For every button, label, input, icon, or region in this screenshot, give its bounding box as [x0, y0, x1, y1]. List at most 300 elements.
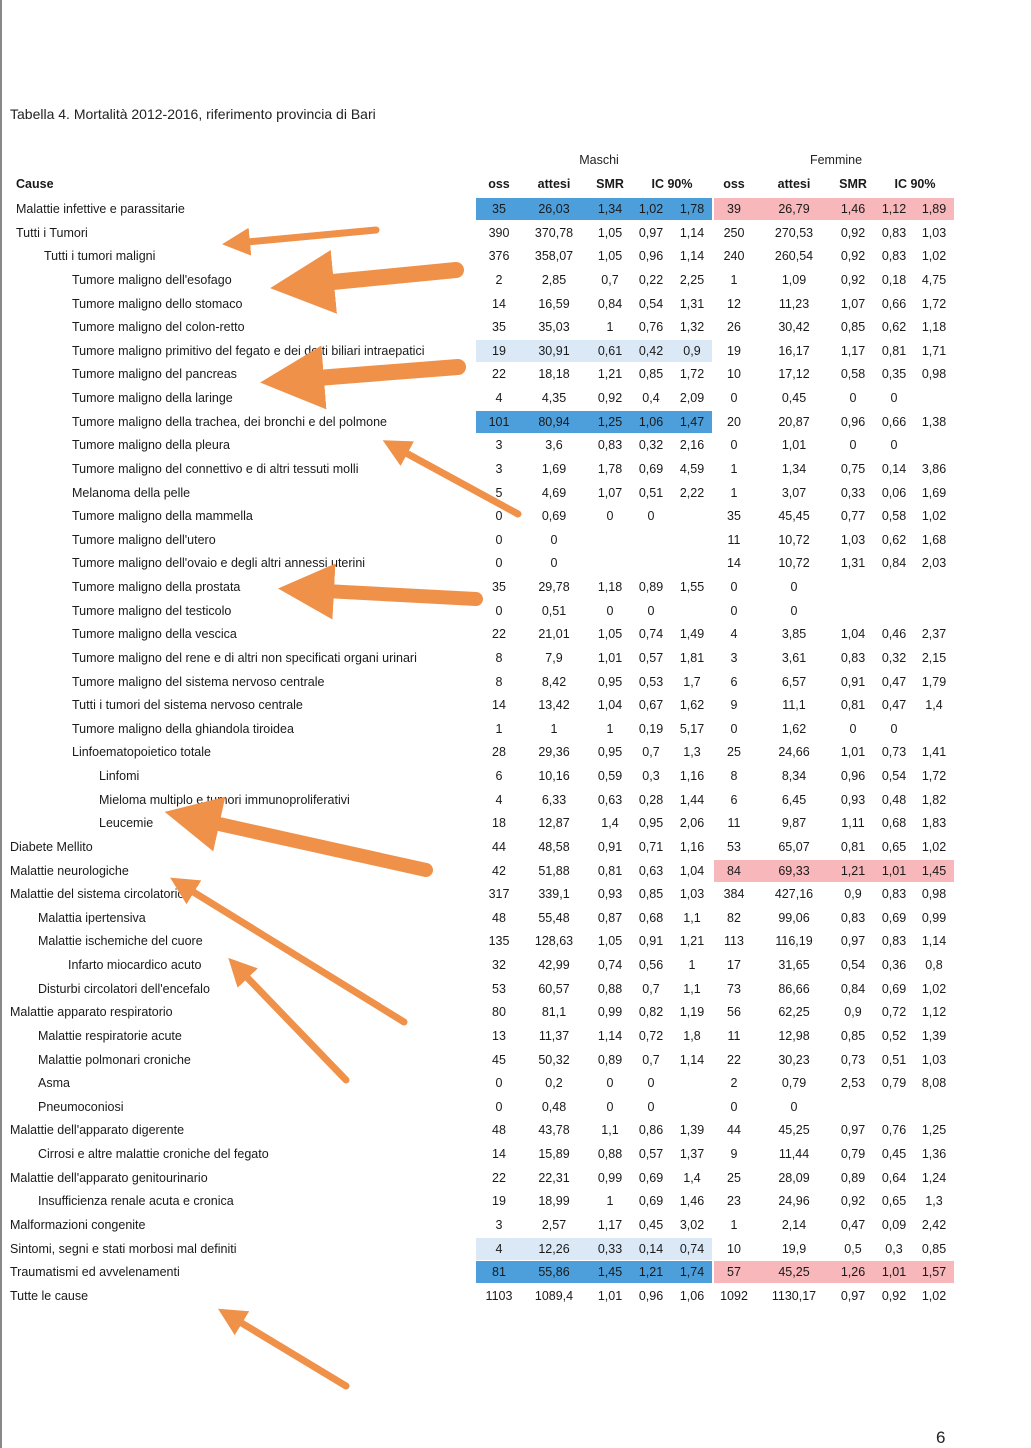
femmine-ic-high: 1,39: [921, 1028, 947, 1043]
femmine-smr: 0,54: [840, 958, 866, 972]
maschi-ic-high: [672, 530, 712, 550]
femmine-ic-high: 1,12: [921, 1005, 947, 1020]
maschi-attesi: 2,85: [541, 272, 567, 287]
maschi-attesi: 21,01: [538, 627, 570, 642]
cause-name: Tutti i Tumori: [16, 225, 88, 240]
femmine-attesi: 24,96: [778, 1194, 810, 1209]
femmine-oss: 25: [727, 745, 741, 760]
femmine-oss: 26: [727, 320, 741, 335]
femmine-smr: 0,92: [840, 249, 866, 264]
femmine-smr: 0,73: [840, 1052, 866, 1067]
maschi-oss: 5: [495, 485, 503, 500]
femmine-ic-high: 2,03: [921, 556, 947, 571]
femmine-ic-high: [914, 1097, 954, 1117]
femmine-ic-low: 0,47: [881, 674, 907, 689]
femmine-oss: 19: [727, 343, 741, 358]
maschi-ic-high: 1,14: [679, 249, 705, 264]
maschi-smr: 0,99: [597, 1170, 623, 1185]
femmine-ic-high: 0,98: [921, 367, 947, 382]
maschi-ic-low: [632, 553, 670, 573]
cause-name: Malattie polmonari croniche: [38, 1052, 191, 1067]
maschi-attesi: 7,9: [545, 650, 563, 665]
femmine-oss: 84: [727, 863, 741, 878]
cause-name: Linfomi: [99, 769, 140, 783]
femmine-ic-low: 0,62: [881, 320, 907, 335]
femmine-ic-low: 0,83: [881, 934, 907, 949]
maschi-ic-low: 0,71: [638, 839, 664, 854]
cause-name: Malattie dell'apparato digerente: [10, 1123, 185, 1138]
maschi-smr: 1,21: [597, 367, 623, 382]
femmine-smr: 0,96: [840, 769, 866, 783]
femmine-attesi: 45,25: [778, 1265, 810, 1280]
col-header-attesi-m: attesi: [537, 177, 571, 191]
maschi-attesi: 6,33: [541, 792, 567, 807]
femmine-smr: 0,5: [844, 1241, 862, 1256]
maschi-oss: 135: [488, 934, 510, 949]
maschi-ic-low: 0,32: [638, 438, 664, 453]
femmine-smr: 1,03: [840, 532, 866, 547]
femmine-ic-high: 1,36: [921, 1147, 947, 1161]
maschi-attesi: 358,07: [534, 249, 574, 264]
maschi-ic-high: 3,02: [679, 1217, 705, 1232]
maschi-smr: 1,01: [597, 650, 623, 665]
cause-name: Sintomi, segni e stati morbosi mal definiti: [10, 1241, 237, 1256]
femmine-oss: 23: [727, 1194, 741, 1209]
maschi-smr: 0,92: [597, 391, 623, 405]
maschi-smr: 1,4: [601, 816, 619, 831]
table-row: [0, 386, 1031, 410]
maschi-attesi: 1,69: [541, 461, 567, 476]
maschi-ic-high: 1,8: [683, 1028, 701, 1043]
maschi-ic-low: 0,3: [642, 769, 660, 783]
femmine-smr: 0,97: [840, 1288, 866, 1303]
maschi-ic-high: 1,1: [683, 981, 701, 996]
femmine-oss: 82: [727, 910, 741, 925]
maschi-attesi: 0,69: [541, 509, 567, 524]
cause-name: Linfoematopoietico totale: [72, 745, 211, 760]
femmine-attesi: 260,54: [774, 249, 814, 264]
maschi-oss: 317: [488, 887, 510, 902]
cause-name: Tumore maligno primitivo del fegato e dei dotti biliari intraepatici: [72, 343, 425, 358]
cause-name: Tutti i tumori maligni: [44, 249, 156, 264]
femmine-ic-high: 1,02: [921, 509, 947, 524]
table-row: [0, 1071, 1031, 1095]
page-number: 6: [936, 1428, 946, 1447]
col-header-attesi-f: attesi: [777, 177, 811, 191]
maschi-smr: 1,01: [597, 1288, 623, 1303]
cause-name: Tumore maligno della laringe: [72, 391, 233, 405]
femmine-oss: 1: [730, 461, 738, 476]
femmine-attesi: 6,45: [781, 792, 807, 807]
femmine-ic-low: 1,12: [881, 202, 907, 216]
maschi-attesi: 0: [550, 532, 558, 547]
maschi-smr: 0,74: [597, 958, 623, 972]
maschi-oss: 14: [492, 1147, 506, 1161]
femmine-oss: 8: [730, 769, 738, 783]
maschi-smr: 0,84: [597, 296, 623, 311]
femmine-ic-low: 0,66: [881, 414, 907, 429]
femmine-attesi: 270,53: [774, 225, 814, 240]
maschi-ic-low: 0,51: [638, 485, 664, 500]
femmine-smr: 0,9: [844, 887, 862, 902]
femmine-oss: 12: [727, 296, 741, 311]
femmine-smr: 1,31: [840, 556, 866, 571]
cause-name: Tumore maligno della vescica: [72, 627, 237, 642]
table-row: [0, 292, 1031, 316]
femmine-smr: 0,77: [840, 509, 866, 524]
table-row: [0, 528, 1031, 552]
table-row: [0, 1095, 1031, 1119]
maschi-oss: 14: [492, 698, 506, 713]
femmine-ic-low: 0,68: [881, 816, 907, 831]
femmine-oss: 1: [730, 272, 738, 287]
maschi-ic-low: 0,69: [638, 1170, 664, 1185]
femmine-ic-low: 0,09: [881, 1217, 907, 1232]
maschi-ic-low: 0: [647, 603, 655, 618]
maschi-ic-low: 1,06: [638, 414, 664, 429]
femmine-ic-high: 1,25: [921, 1123, 947, 1138]
femmine-smr: 1,11: [841, 816, 865, 831]
femmine-oss: 56: [727, 1005, 741, 1020]
cause-name: Tumore maligno dell'esofago: [72, 272, 232, 287]
maschi-smr: 1: [606, 721, 614, 736]
femmine-attesi: 1,01: [781, 438, 807, 453]
table-row: [0, 504, 1031, 528]
maschi-attesi: 29,78: [538, 580, 570, 594]
femmine-smr: 0,91: [840, 674, 866, 689]
femmine-smr: 0,84: [840, 981, 866, 996]
femmine-smr: 0,92: [840, 272, 866, 287]
femmine-attesi: 0: [790, 603, 798, 618]
femmine-oss: 17: [727, 958, 741, 972]
maschi-oss: 19: [492, 343, 506, 358]
table-row: [0, 197, 1031, 221]
group-header-maschi: Maschi: [579, 153, 619, 167]
femmine-ic-low: 0,45: [881, 1147, 907, 1161]
femmine-ic-high: 4,75: [921, 272, 947, 287]
maschi-smr: 1,34: [597, 202, 623, 216]
femmine-smr: 0,96: [840, 414, 866, 429]
table-row: [0, 1000, 1031, 1024]
femmine-ic-high: 1,02: [921, 981, 947, 996]
maschi-ic-high: 1,4: [683, 1170, 701, 1185]
femmine-ic-high: 1,83: [921, 816, 947, 831]
femmine-ic-low: [876, 601, 912, 621]
maschi-smr: 1: [606, 1194, 614, 1209]
table-row: [0, 339, 1031, 363]
maschi-ic-low: 1,21: [638, 1265, 664, 1280]
col-header-smr-f: SMR: [839, 177, 867, 191]
cause-name: Malattie dell'apparato genitourinario: [10, 1170, 208, 1185]
femmine-ic-low: 0,79: [881, 1076, 907, 1091]
cause-name: Tumore maligno della ghiandola tiroidea: [72, 721, 294, 736]
femmine-smr: 1,17: [840, 343, 866, 358]
femmine-smr: 0,97: [840, 934, 866, 949]
maschi-smr: 0,88: [597, 981, 623, 996]
femmine-oss: 25: [727, 1170, 741, 1185]
maschi-oss: 3: [495, 1217, 503, 1232]
cause-name: Mieloma multiplo e tumori immunoproliferativi: [99, 792, 350, 807]
maschi-ic-low: 0,85: [638, 887, 664, 902]
femmine-oss: 39: [727, 202, 741, 216]
cause-name: Tumore maligno del sistema nervoso centrale: [72, 674, 325, 689]
maschi-attesi: 12,87: [538, 816, 570, 831]
femmine-ic-high: 1,14: [921, 934, 947, 949]
femmine-smr: 1,04: [840, 627, 866, 642]
maschi-ic-high: 1,47: [679, 414, 705, 429]
femmine-ic-low: 0,73: [881, 745, 907, 760]
maschi-ic-low: 0,14: [638, 1241, 664, 1256]
table-row: [0, 362, 1031, 386]
maschi-ic-high: [672, 601, 712, 621]
femmine-ic-high: 1,41: [921, 745, 947, 760]
maschi-attesi: 48,58: [538, 839, 570, 854]
femmine-ic-low: 0,65: [881, 839, 907, 854]
maschi-attesi: 8,42: [541, 674, 567, 689]
femmine-attesi: 3,85: [781, 627, 807, 642]
table-row: [0, 268, 1031, 292]
femmine-ic-high: [914, 601, 954, 621]
maschi-attesi: 3,6: [545, 438, 563, 453]
maschi-smr: 0: [606, 603, 614, 618]
cause-name: Malformazioni congenite: [10, 1217, 146, 1232]
cause-name: Tumore maligno del connettivo e di altri tessuti molli: [72, 461, 359, 476]
maschi-ic-high: [672, 553, 712, 573]
femmine-oss: 22: [727, 1052, 741, 1067]
cause-name: Infarto miocardico acuto: [68, 958, 202, 972]
femmine-ic-low: 0,76: [881, 1123, 907, 1138]
maschi-attesi: 0: [550, 556, 558, 571]
maschi-ic-high: 1,49: [679, 627, 705, 642]
maschi-oss: 45: [492, 1052, 506, 1067]
femmine-smr: 1,26: [840, 1265, 866, 1280]
femmine-ic-low: 0,69: [881, 981, 907, 996]
table-row: [0, 1260, 1031, 1284]
femmine-ic-high: 1,79: [921, 674, 947, 689]
femmine-attesi: 2,14: [781, 1217, 807, 1232]
maschi-smr: 1,07: [597, 485, 623, 500]
maschi-attesi: 30,91: [538, 343, 570, 358]
femmine-attesi: 26,79: [778, 202, 810, 216]
maschi-ic-high: 2,06: [679, 816, 705, 831]
femmine-oss: 6: [730, 792, 738, 807]
maschi-attesi: 4,69: [541, 485, 567, 500]
femmine-ic-low: 0,54: [881, 769, 907, 783]
femmine-smr: 0,85: [840, 1028, 866, 1043]
maschi-ic-high: 1: [688, 958, 696, 972]
femmine-ic-low: 0: [890, 391, 898, 405]
table-row: [0, 740, 1031, 764]
maschi-smr: 0,95: [597, 745, 623, 760]
femmine-attesi: 31,65: [778, 958, 810, 972]
maschi-smr: 1: [606, 320, 614, 335]
femmine-oss: 2: [730, 1076, 738, 1091]
maschi-smr: 0,95: [597, 674, 623, 689]
table-row: [0, 1189, 1031, 1213]
femmine-ic-low: 0,06: [881, 485, 907, 500]
maschi-ic-high: 1,72: [679, 367, 705, 382]
femmine-oss: 53: [727, 839, 741, 854]
femmine-smr: 2,53: [840, 1076, 866, 1091]
femmine-smr: 0,58: [840, 367, 866, 382]
femmine-attesi: 0: [790, 1099, 798, 1114]
femmine-smr: 0,9: [844, 1005, 862, 1020]
femmine-ic-high: 1,03: [921, 225, 947, 240]
femmine-ic-high: 8,08: [921, 1076, 947, 1091]
maschi-ic-low: 0,7: [642, 981, 660, 996]
maschi-ic-low: 0,56: [638, 958, 664, 972]
maschi-oss: 32: [492, 958, 506, 972]
femmine-oss: 11: [727, 816, 741, 831]
maschi-ic-high: 2,16: [679, 438, 705, 453]
maschi-oss: 80: [492, 1005, 506, 1020]
maschi-ic-high: 1,46: [679, 1194, 705, 1209]
femmine-oss: 0: [730, 438, 738, 453]
cause-name: Tumore maligno della mammella: [72, 509, 253, 524]
maschi-ic-high: [672, 1097, 712, 1117]
femmine-ic-low: 0,58: [881, 509, 907, 524]
maschi-ic-high: 1,14: [679, 1052, 705, 1067]
maschi-smr: 0,61: [597, 343, 623, 358]
femmine-smr: 0,47: [840, 1217, 866, 1232]
cause-name: Asma: [38, 1076, 70, 1091]
femmine-attesi: 1,62: [781, 721, 807, 736]
maschi-oss: 81: [492, 1265, 506, 1280]
femmine-ic-high: 0,8: [925, 958, 943, 972]
femmine-ic-low: 0,72: [881, 1005, 907, 1020]
femmine-attesi: 8,34: [781, 769, 807, 783]
maschi-oss: 35: [492, 202, 506, 216]
maschi-oss: 18: [492, 816, 506, 831]
femmine-attesi: 99,06: [778, 910, 810, 925]
femmine-oss: 0: [730, 1099, 738, 1114]
col-header-smr-m: SMR: [596, 177, 624, 191]
femmine-ic-high: 1,02: [921, 249, 947, 264]
maschi-ic-high: 1,14: [679, 225, 705, 240]
femmine-oss: 1092: [720, 1288, 748, 1303]
maschi-smr: 1,45: [597, 1265, 623, 1280]
maschi-oss: 1: [495, 721, 503, 736]
maschi-smr: 1,05: [597, 225, 623, 240]
femmine-oss: 3: [730, 650, 738, 665]
femmine-ic-low: 0,18: [881, 272, 907, 287]
cause-name: Tumore maligno del pancreas: [72, 367, 237, 382]
table-row: [0, 953, 1031, 977]
maschi-attesi: 80,94: [538, 414, 570, 429]
femmine-ic-high: 0,99: [921, 910, 947, 925]
table-row: [0, 646, 1031, 670]
femmine-attesi: 19,9: [781, 1241, 807, 1256]
femmine-oss: 11: [727, 532, 741, 547]
maschi-ic-low: 0,96: [638, 249, 664, 264]
maschi-oss: 53: [492, 981, 506, 996]
maschi-ic-high: 1,21: [679, 934, 705, 949]
maschi-attesi: 11,37: [538, 1028, 570, 1043]
femmine-attesi: 3,61: [781, 650, 807, 665]
femmine-ic-high: 1,57: [921, 1265, 947, 1280]
femmine-oss: 0: [730, 721, 738, 736]
femmine-attesi: 62,25: [778, 1005, 810, 1020]
maschi-smr: 1,18: [597, 580, 623, 594]
femmine-smr: 0: [849, 438, 857, 453]
femmine-ic-low: 0,65: [881, 1194, 907, 1209]
maschi-ic-low: 0,97: [638, 225, 664, 240]
maschi-ic-low: 0,19: [638, 721, 664, 736]
femmine-ic-low: 0: [890, 438, 898, 453]
maschi-oss: 6: [495, 769, 503, 783]
maschi-ic-low: 0,68: [638, 910, 664, 925]
femmine-attesi: 10,72: [778, 556, 810, 571]
femmine-ic-high: 1,03: [921, 1052, 947, 1067]
maschi-ic-high: 1,04: [679, 863, 705, 878]
maschi-oss: 8: [495, 650, 503, 665]
maschi-smr: 1,17: [597, 1217, 623, 1232]
maschi-attesi: 55,48: [538, 910, 570, 925]
maschi-attesi: 0,2: [545, 1076, 563, 1091]
table-row: [0, 929, 1031, 953]
maschi-attesi: 4,35: [541, 391, 567, 405]
femmine-smr: 0,97: [840, 1123, 866, 1138]
femmine-ic-low: [876, 1097, 912, 1117]
femmine-ic-high: 1,02: [921, 1288, 947, 1303]
table-row: [0, 764, 1031, 788]
maschi-smr: 1,14: [597, 1028, 623, 1043]
femmine-smr: 1,07: [840, 296, 866, 311]
table-row: [0, 315, 1031, 339]
maschi-oss: 22: [492, 1170, 506, 1185]
table-row: [0, 1237, 1031, 1261]
col-header-ic-f: IC 90%: [894, 177, 936, 191]
femmine-ic-low: 0,69: [881, 910, 907, 925]
cause-name: Malattie del sistema circolatorio: [10, 887, 185, 902]
maschi-ic-high: 1,19: [679, 1005, 705, 1020]
femmine-attesi: 11,44: [778, 1147, 810, 1161]
femmine-ic-low: 0,83: [881, 225, 907, 240]
maschi-oss: 48: [492, 1123, 506, 1138]
maschi-ic-high: 2,22: [679, 485, 705, 500]
cause-name: Traumatismi ed avvelenamenti: [10, 1265, 180, 1280]
maschi-ic-low: 0,63: [638, 863, 664, 878]
maschi-oss: 28: [492, 745, 506, 760]
maschi-ic-high: 1,78: [679, 202, 705, 216]
femmine-oss: 44: [727, 1123, 741, 1138]
maschi-smr: 0,33: [597, 1241, 623, 1256]
femmine-ic-low: 0,66: [881, 296, 907, 311]
femmine-oss: 6: [730, 674, 738, 689]
femmine-ic-low: 0,32: [881, 650, 907, 665]
femmine-ic-low: 0,83: [881, 249, 907, 264]
femmine-attesi: 9,87: [781, 816, 807, 831]
maschi-smr: [590, 530, 630, 550]
table-row: [0, 906, 1031, 930]
maschi-attesi: 81,1: [541, 1005, 567, 1020]
maschi-oss: 1103: [485, 1288, 513, 1303]
cause-name: Melanoma della pelle: [72, 485, 191, 500]
maschi-ic-high: 1,44: [679, 792, 705, 807]
maschi-ic-low: 0,54: [638, 296, 664, 311]
cause-name: Malattie respiratorie acute: [38, 1028, 182, 1043]
table-row: [0, 1142, 1031, 1166]
maschi-oss: 42: [492, 863, 506, 878]
femmine-smr: 0,75: [840, 461, 866, 476]
femmine-smr: 0,89: [840, 1170, 866, 1185]
maschi-smr: 0,83: [597, 438, 623, 453]
femmine-oss: 4: [730, 627, 738, 642]
femmine-ic-low: 0,36: [881, 958, 907, 972]
cause-name: Malattie apparato respiratorio: [10, 1005, 173, 1020]
maschi-ic-low: 0,53: [638, 674, 664, 689]
maschi-ic-low: 0: [647, 1076, 655, 1091]
